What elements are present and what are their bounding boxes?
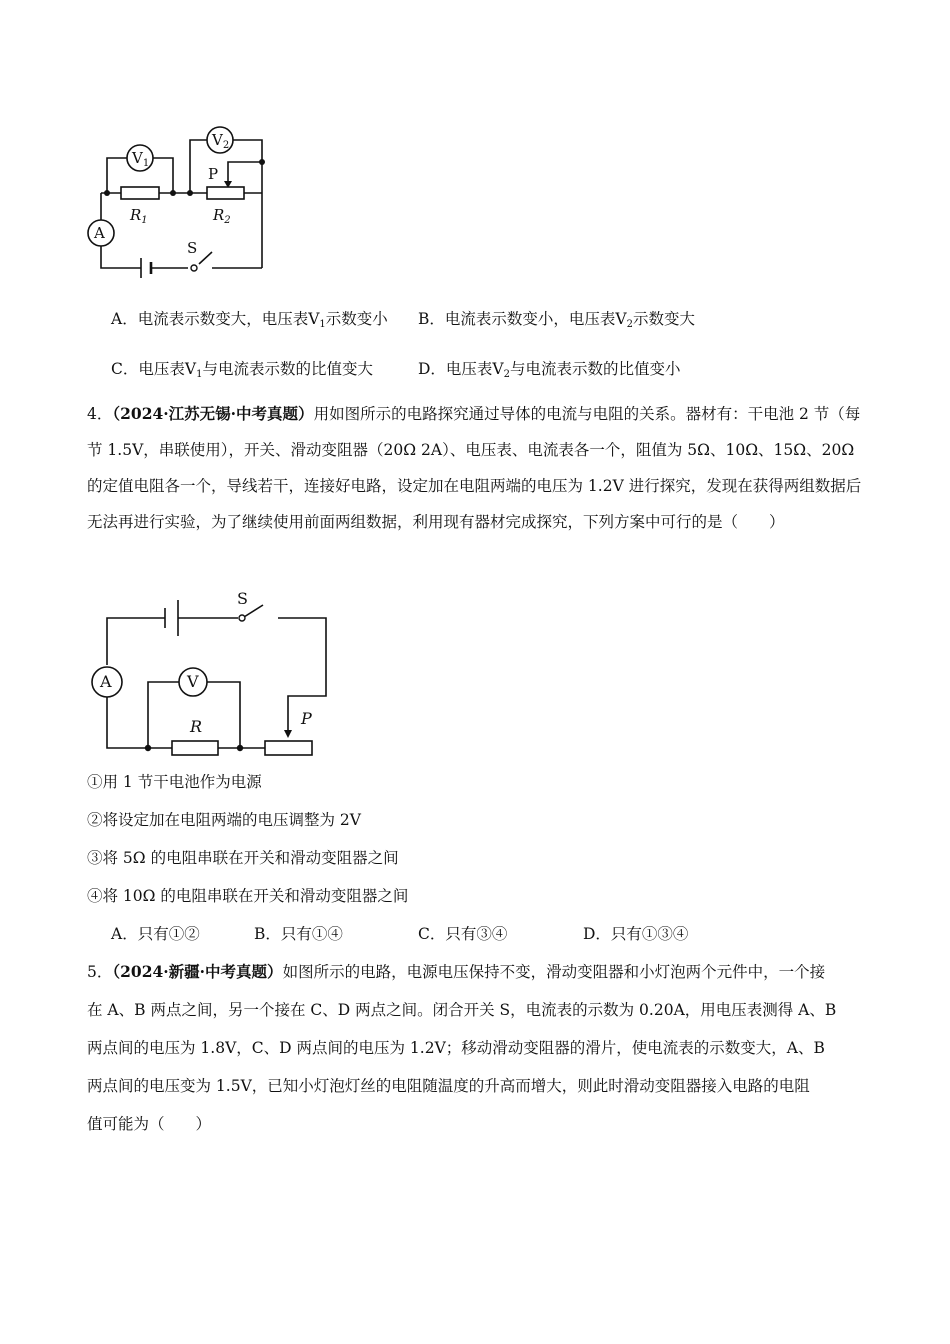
q3-option-b: B．电流表示数变小，电压表$V_2$示数变大: [418, 310, 695, 330]
q3-option-d: D．电压表$V_2$与电流表示数的比值变小: [418, 360, 681, 380]
q3-option-a: A．电流表示数变大，电压表$V_1$示数变小: [111, 310, 388, 330]
q4-item-3: ③将 5Ω 的电阻串联在开关和滑动变阻器之间: [87, 849, 399, 867]
q5-line-2: 在 A、B 两点之间，另一个接在 C、D 两点之间。闭合开关 S，电流表的示数为 0.20A，用电压表测得 A、B: [87, 1001, 837, 1019]
q4-option-a: A．只有①②: [111, 925, 200, 943]
q3-option-c: C．电压表$V_1$与电流表示数的比值变大: [111, 360, 373, 380]
slider-p-label: P: [208, 165, 219, 183]
q4-switch-s-label: S: [237, 589, 248, 608]
circuit-diagram-q3: [80, 120, 280, 290]
q4-option-c: C．只有③④: [418, 925, 508, 943]
q4-option-b: B．只有①④: [254, 925, 343, 943]
q4-item-1: ①用 1 节干电池作为电源: [87, 773, 262, 791]
meter-v1-label: $V_1$: [132, 149, 150, 169]
q5-line-5: 值可能为（ ）: [87, 1115, 212, 1133]
q4-slider-p-label: P: [301, 709, 312, 728]
q4-option-d: D．只有①③④: [583, 925, 689, 943]
q4-item-4: ④将 10Ω 的电阻串联在开关和滑动变阻器之间: [87, 887, 409, 905]
circuit-diagram-q4: [85, 585, 345, 760]
resistor-r2-label: $R_2$: [213, 206, 231, 226]
q4-stem: 4．（2024·江苏无锡·中考真题）用如图所示的电路探究通过导体的电流与电阻的关系。器材有：干电池 2 节（每节 1.5V，串联使用），开关、滑动变阻器（20Ω 2A）、电压表、电流表各一个，阻值为 5Ω、10Ω、15Ω、20Ω 的定值电阻各一个，导线若干，连接好电路，设定加在电阻两端的电压为 1.2V 进行探究，发现在获得两组数据后无法再进行实验，为了继续使用前面两组数据，利用现有器材完成探究，下列方案中可行的是（ ）: [87, 404, 862, 531]
q4-meter-a-label: A: [100, 672, 112, 691]
q4-resistor-r-label: R: [190, 717, 203, 736]
meter-v2-label: $V_2$: [212, 131, 230, 151]
q4-item-2: ②将设定加在电阻两端的电压调整为 2V: [87, 811, 361, 829]
resistor-r1-label: $R_1$: [130, 206, 148, 226]
meter-a-label: A: [94, 224, 105, 242]
q4-meter-v-label: V: [187, 672, 199, 691]
q5-line-4: 两点间的电压变为 1.5V，已知小灯泡灯丝的电阻随温度的升高而增大，则此时滑动变阻器接入电路的电阻: [87, 1077, 810, 1095]
q5-line-1: 5．（2024·新疆·中考真题）如图所示的电路，电源电压保持不变，滑动变阻器和小灯泡两个元件中，一个接: [87, 962, 826, 981]
q5-line-3: 两点间的电压为 1.8V，C、D 两点间的电压为 1.2V；移动滑动变阻器的滑片，使电流表的示数变大，A、B: [87, 1039, 825, 1057]
switch-s-label: S: [187, 239, 198, 257]
